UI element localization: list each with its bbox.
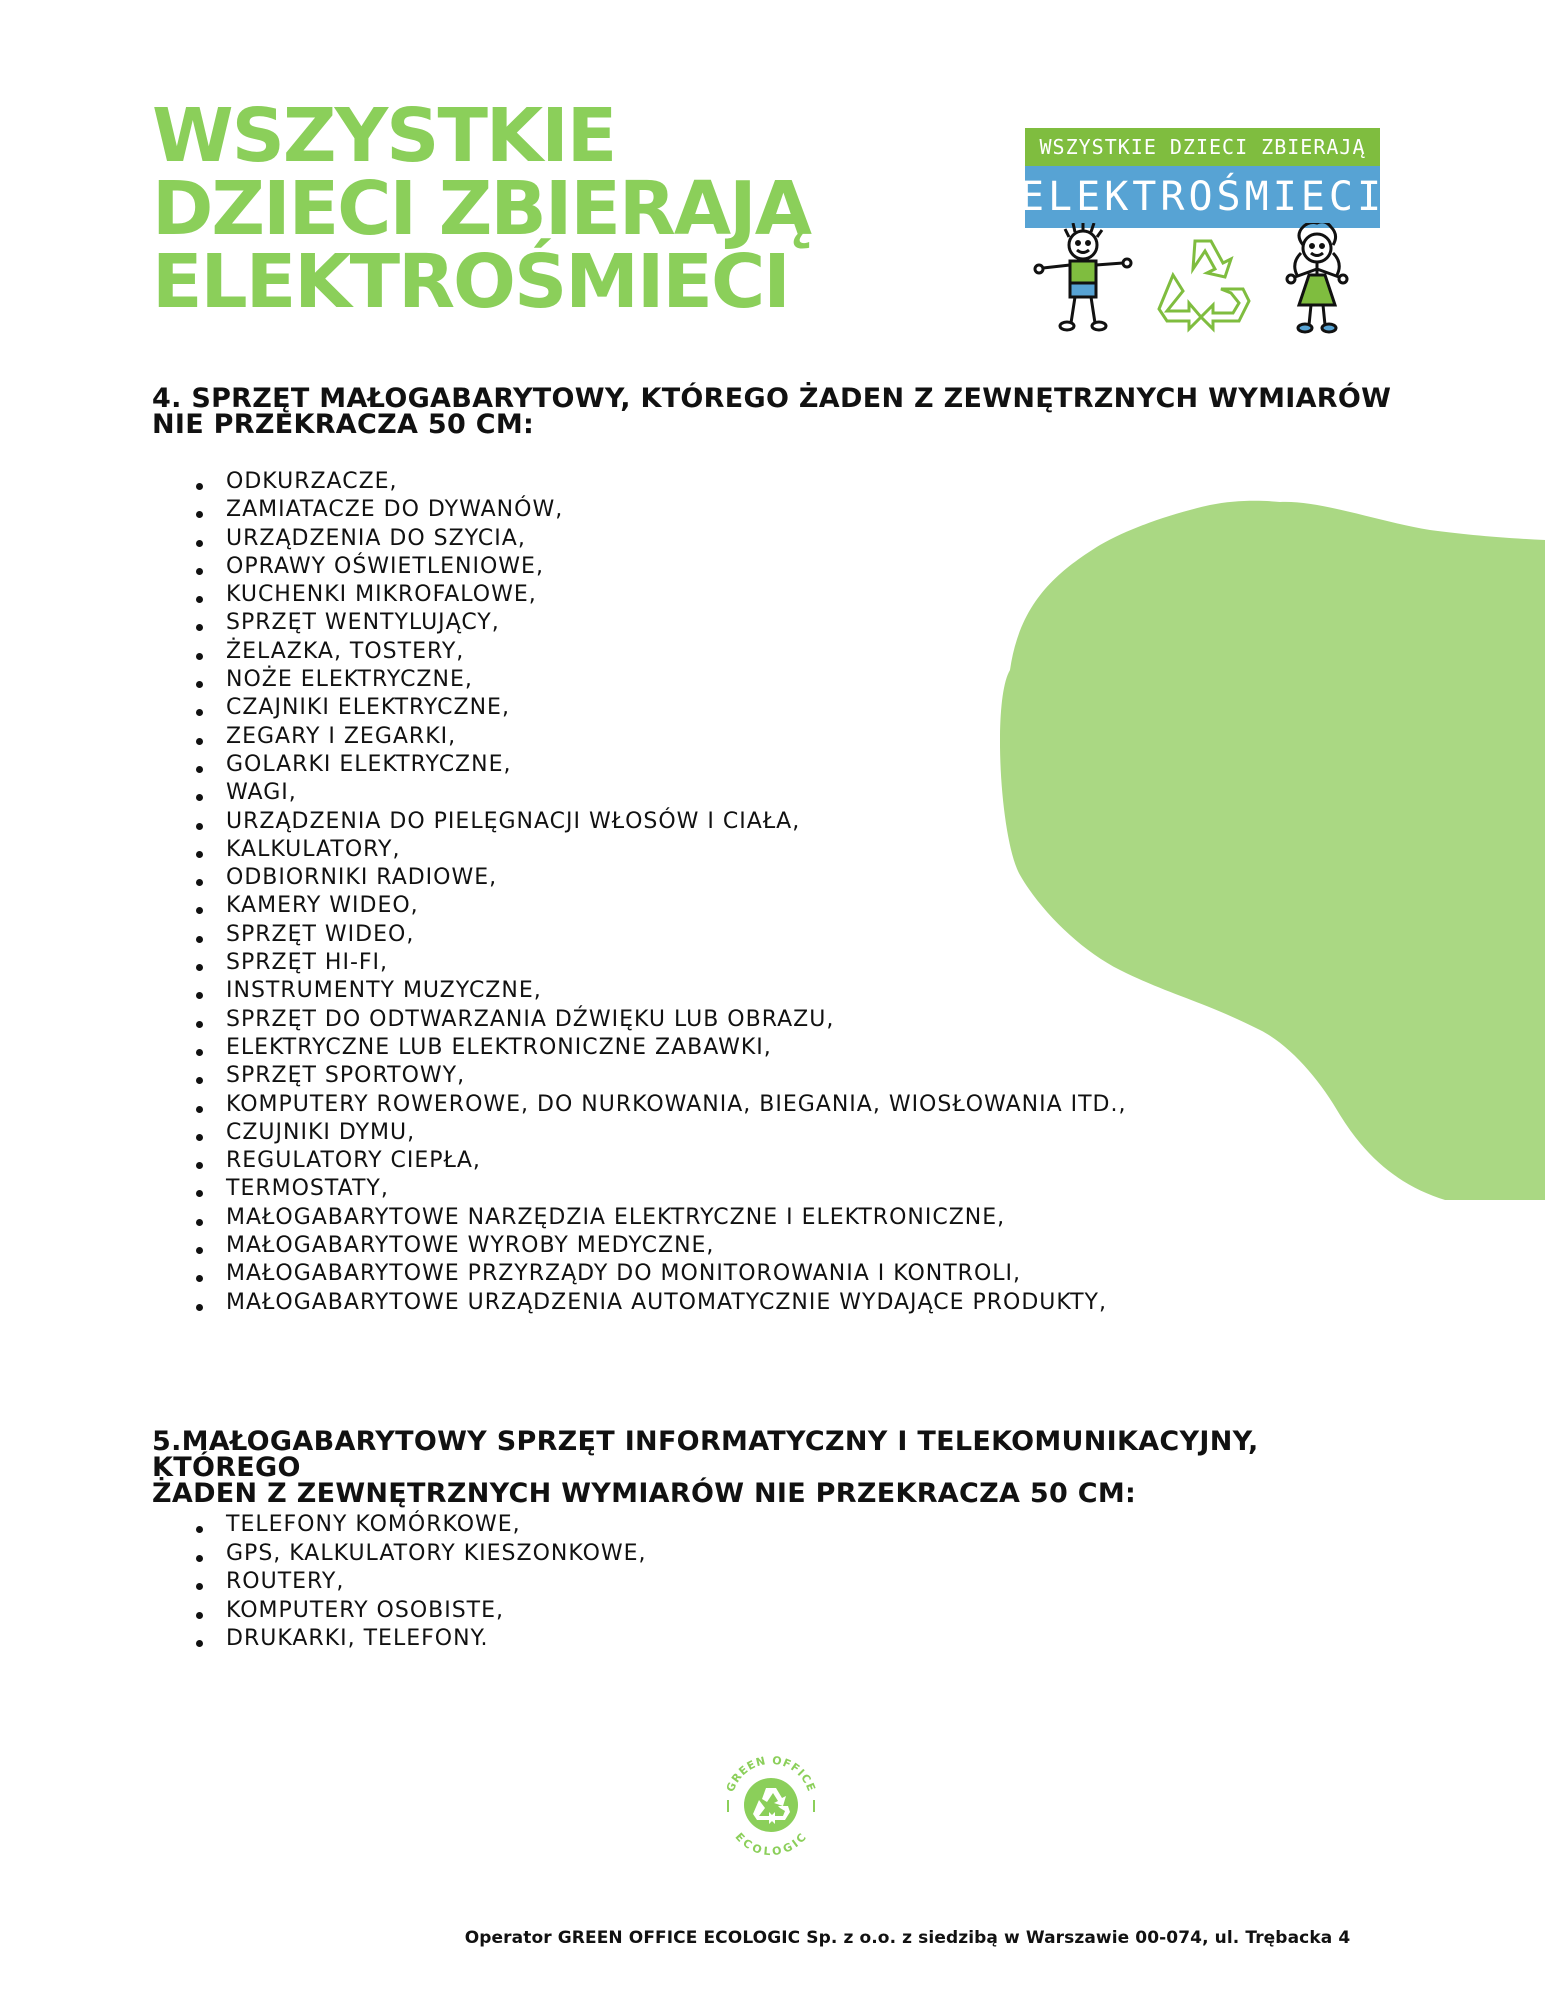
section-4-heading: [152, 383, 1402, 440]
section-4-heading-line-2: NIE PRZEKRACZA 50 CM:: [152, 409, 535, 440]
list-item: OPRAWY OŚWIETLENIOWE,: [196, 553, 1126, 581]
list-item: INSTRUMENTY MUZYCZNE,: [196, 977, 1126, 1005]
bullet-icon: [196, 483, 203, 490]
bullet-icon: [196, 1640, 203, 1647]
bullet-icon: [196, 879, 203, 886]
section-5-heading: [152, 1426, 1402, 1509]
section-4-list: [196, 468, 1126, 1317]
bullet-icon: [196, 1077, 203, 1084]
section-5-heading-line-2: ŻADEN Z ZEWNĘTRZNYCH WYMIARÓW NIE PRZEKRACZA 50 CM:: [152, 1478, 1137, 1509]
list-item: URZĄDZENIA DO PIELĘGNACJI WŁOSÓW I CIAŁA,: [196, 808, 1126, 836]
bullet-icon: [196, 1049, 203, 1056]
bullet-icon: [196, 936, 203, 943]
list-item: ODBIORNIKI RADIOWE,: [196, 864, 1126, 892]
bullet-icon: [196, 1190, 203, 1197]
bullet-icon: [196, 1106, 203, 1113]
bullet-icon: [196, 511, 203, 518]
badge-top-text: GREEN OFFICE: [723, 1753, 819, 1794]
bullet-icon: [196, 738, 203, 745]
girl-figure-icon: [1287, 223, 1347, 332]
list-item: SPRZĘT WENTYLUJĄCY,: [196, 609, 1126, 637]
section-4-heading-line-1: 4. SPRZĘT MAŁOGABARYTOWY, KTÓREGO ŻADEN Z ZEWNĘTRZNYCH WYMIARÓW: [152, 383, 1392, 414]
bullet-icon: [196, 1219, 203, 1226]
list-item: TERMOSTATY,: [196, 1175, 1126, 1203]
list-item: URZĄDZENIA DO SZYCIA,: [196, 525, 1126, 553]
bullet-icon: [196, 653, 203, 660]
logo-main-banner: ELEKTROŚMIECI: [1025, 166, 1380, 228]
list-item: TELEFONY KOMÓRKOWE,: [196, 1511, 647, 1540]
list-item: ROUTERY,: [196, 1568, 647, 1597]
badge-bottom-text: ECOLOGIC: [732, 1830, 810, 1858]
bullet-icon: [196, 709, 203, 716]
list-item: KAMERY WIDEO,: [196, 892, 1126, 920]
list-item: ZAMIATACZE DO DYWANÓW,: [196, 496, 1126, 524]
list-item: KOMPUTERY OSOBISTE,: [196, 1597, 647, 1626]
bullet-icon: [196, 851, 203, 858]
list-item: ELEKTRYCZNE LUB ELEKTRONICZNE ZABAWKI,: [196, 1034, 1126, 1062]
list-item: SPRZĘT SPORTOWY,: [196, 1062, 1126, 1090]
recycle-icon: [1159, 241, 1249, 329]
page-title: [152, 93, 810, 325]
bullet-icon: [196, 681, 203, 688]
bullet-icon: [196, 794, 203, 801]
list-item: ŻELAZKA, TOSTERY,: [196, 638, 1126, 666]
list-item: CZAJNIKI ELEKTRYCZNE,: [196, 694, 1126, 722]
bullet-icon: [196, 1304, 203, 1311]
list-item: ZEGARY I ZEGARKI,: [196, 723, 1126, 751]
logo-illustration: [1025, 223, 1380, 338]
badge-circle: [744, 1778, 798, 1832]
green-office-ecologic-badge: [716, 1748, 826, 1858]
section-5-heading-line-1: 5.MAŁOGABARYTOWY SPRZĘT INFORMATYCZNY I TELEKOMUNIKACYJNY, KTÓREGO: [152, 1426, 1259, 1483]
bullet-icon: [196, 1612, 203, 1619]
title-line-3: ELEKTROŚMIECI: [152, 239, 789, 325]
list-item: MAŁOGABARYTOWE NARZĘDZIA ELEKTRYCZNE I ELEKTRONICZNE,: [196, 1204, 1126, 1232]
list-item: MAŁOGABARYTOWE PRZYRZĄDY DO MONITOROWANIA I KONTROLI,: [196, 1260, 1126, 1288]
list-item: CZUJNIKI DYMU,: [196, 1119, 1126, 1147]
list-item: SPRZĘT WIDEO,: [196, 921, 1126, 949]
list-item: WAGI,: [196, 779, 1126, 807]
list-item: NOŻE ELEKTRYCZNE,: [196, 666, 1126, 694]
title-line-2: DZIECI ZBIERAJĄ: [152, 166, 810, 252]
footer-operator-info: Operator GREEN OFFICE ECOLOGIC Sp. z o.o. z siedzibą w Warszawie 00-074, ul. Trębacka 4: [464, 1928, 1351, 1948]
list-item: KALKULATORY,: [196, 836, 1126, 864]
bullet-icon: [196, 1247, 203, 1254]
bullet-icon: [196, 540, 203, 547]
list-item: REGULATORY CIEPŁA,: [196, 1147, 1126, 1175]
list-item: MAŁOGABARYTOWE WYROBY MEDYCZNE,: [196, 1232, 1126, 1260]
bullet-icon: [196, 596, 203, 603]
bullet-icon: [196, 1162, 203, 1169]
bullet-icon: [196, 766, 203, 773]
bullet-icon: [196, 1555, 203, 1562]
list-item: MAŁOGABARYTOWE URZĄDZENIA AUTOMATYCZNIE WYDAJĄCE PRODUKTY,: [196, 1289, 1126, 1317]
title-line-1: WSZYSTKIE: [152, 93, 616, 179]
list-item: DRUKARKI, TELEFONY.: [196, 1625, 647, 1654]
bullet-icon: [196, 1275, 203, 1282]
list-item: SPRZĘT HI-FI,: [196, 949, 1126, 977]
list-item: SPRZĘT DO ODTWARZANIA DŹWIĘKU LUB OBRAZU,: [196, 1006, 1126, 1034]
list-item: GPS, KALKULATORY KIESZONKOWE,: [196, 1540, 647, 1569]
bullet-icon: [196, 1583, 203, 1590]
boy-figure-icon: [1035, 223, 1131, 330]
list-item: GOLARKI ELEKTRYCZNE,: [196, 751, 1126, 779]
bullet-icon: [196, 823, 203, 830]
bullet-icon: [196, 992, 203, 999]
bullet-icon: [196, 1134, 203, 1141]
bullet-icon: [196, 1526, 203, 1533]
bullet-icon: [196, 907, 203, 914]
bullet-icon: [196, 624, 203, 631]
logo-top-banner: WSZYSTKIE DZIECI ZBIERAJĄ: [1025, 128, 1380, 166]
bullet-icon: [196, 568, 203, 575]
list-item: ODKURZACZE,: [196, 468, 1126, 496]
list-item: KUCHENKI MIKROFALOWE,: [196, 581, 1126, 609]
section-5-list: [196, 1511, 647, 1654]
bullet-icon: [196, 1021, 203, 1028]
bullet-icon: [196, 964, 203, 971]
campaign-logo: [1019, 128, 1386, 333]
list-item: KOMPUTERY ROWEROWE, DO NURKOWANIA, BIEGANIA, WIOSŁOWANIA ITD.,: [196, 1091, 1126, 1119]
